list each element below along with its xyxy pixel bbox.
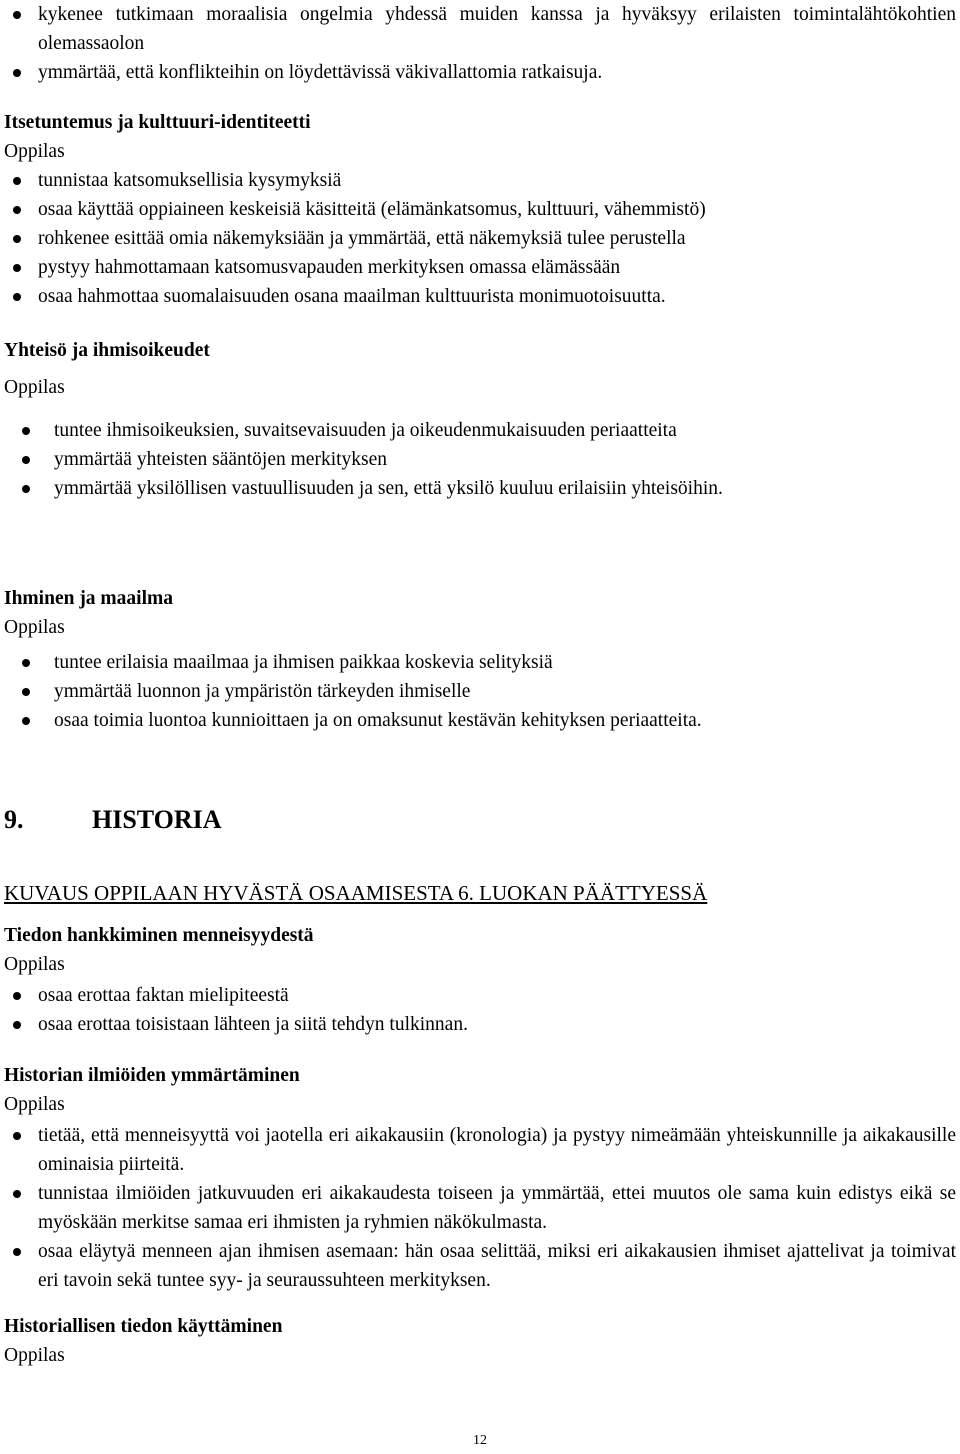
community-section [4, 336, 956, 503]
history-subtitle-block [4, 878, 956, 908]
list-item: osaa hahmottaa suomalaisuuden osana maailman kulttuurista monimuotoisuutta. [4, 282, 956, 311]
section-heading: Historiallisen tiedon käyttäminen [4, 1316, 283, 1337]
student-label: Oppilas [4, 377, 65, 398]
list-item: osaa käyttää oppiaineen keskeisiä käsitteitä (elämänkatsomus, kulttuuri, vähemmistö) [4, 195, 956, 224]
section-heading: Yhteisö ja ihmisoikeudet [4, 340, 210, 361]
list-item: osaa erottaa faktan mielipiteestä [4, 981, 956, 1010]
sources-section [4, 921, 956, 1039]
identity-list [4, 166, 956, 311]
list-item: tuntee erilaisia maailmaa ja ihmisen paikkaa koskevia selityksiä [4, 648, 956, 677]
chapter-title [4, 800, 956, 840]
history-heading [4, 800, 956, 840]
list-item: kykenee tutkimaan moraalisia ongelmia yhdessä muiden kanssa ja hyväksyy erilaisten toimintalähtökohtien olemassaolon [4, 0, 956, 58]
list-item: tuntee ihmisoikeuksien, suvaitsevaisuuden ja oikeudenmukaisuuden periaatteita [4, 416, 956, 445]
list-item: osaa erottaa toisistaan lähteen ja siitä tehdyn tulkinnan. [4, 1010, 956, 1039]
world-list [4, 648, 956, 735]
student-label: Oppilas [4, 617, 65, 638]
chapter-number: 9. [4, 805, 24, 834]
section-heading: Ihminen ja maailma [4, 588, 174, 609]
identity-section [4, 108, 956, 311]
student-label: Oppilas [4, 1345, 65, 1366]
student-label: Oppilas [4, 141, 65, 162]
community-list [4, 416, 956, 503]
section-heading: Tiedon hankkiminen menneisyydestä [4, 925, 314, 946]
list-item: tunnistaa ilmiöiden jatkuvuuden eri aikakaudesta toiseen ja ymmärtää, ettei muutos ole sama kuin edistys eikä se myöskään merkitse samaa eri ihmisten ja ryhmien näkökulmasta. [4, 1179, 956, 1237]
usage-section [4, 1312, 956, 1370]
list-item: pystyy hahmottamaan katsomusvapauden merkityksen omassa elämässään [4, 253, 956, 282]
world-section [4, 584, 956, 735]
section-heading: Historian ilmiöiden ymmärtäminen [4, 1065, 300, 1086]
list-item: tietää, että menneisyyttä voi jaotella eri aikakausiin (kronologia) ja pystyy nimeämään yhteiskunnille ja aikakausille ominaisia piirteitä. [4, 1121, 956, 1179]
chapter-name: HISTORIA [92, 805, 222, 834]
student-label: Oppilas [4, 954, 65, 975]
list-item: ymmärtää luonnon ja ympäristön tärkeyden ihmiselle [4, 677, 956, 706]
phenomena-section [4, 1061, 956, 1295]
list-item: osaa eläytyä menneen ajan ihmisen asemaan: hän osaa selittää, miksi eri aikakausien ihmiset ajattelivat ja toimivat eri tavoin sekä tuntee syy- ja seuraussuhteen merkityksen. [4, 1237, 956, 1295]
list-item: osaa toimia luontoa kunnioittaen ja on omaksunut kestävän kehityksen periaatteita. [4, 706, 956, 735]
list-item: ymmärtää, että konflikteihin on löydettävissä väkivallattomia ratkaisuja. [4, 58, 956, 87]
list-item: ymmärtää yksilöllisen vastuullisuuden ja sen, että yksilö kuuluu erilaisiin yhteisöihin. [4, 474, 956, 503]
student-label: Oppilas [4, 1094, 65, 1115]
page-number: 12 [473, 1433, 487, 1448]
list-item: tunnistaa katsomuksellisia kysymyksiä [4, 166, 956, 195]
history-subtitle: KUVAUS OPPILAAN HYVÄSTÄ OSAAMISESTA 6. LUOKAN PÄÄTTYESSÄ [4, 881, 708, 905]
list-item: rohkenee esittää omia näkemyksiään ja ymmärtää, että näkemyksiä tulee perustella [4, 224, 956, 253]
sources-list [4, 981, 956, 1039]
phenomena-list [4, 1121, 956, 1295]
intro-list [4, 0, 956, 87]
section-heading: Itsetuntemus ja kulttuuri-identiteetti [4, 112, 311, 133]
intro-section [4, 0, 956, 87]
list-item: ymmärtää yhteisten sääntöjen merkityksen [4, 445, 956, 474]
